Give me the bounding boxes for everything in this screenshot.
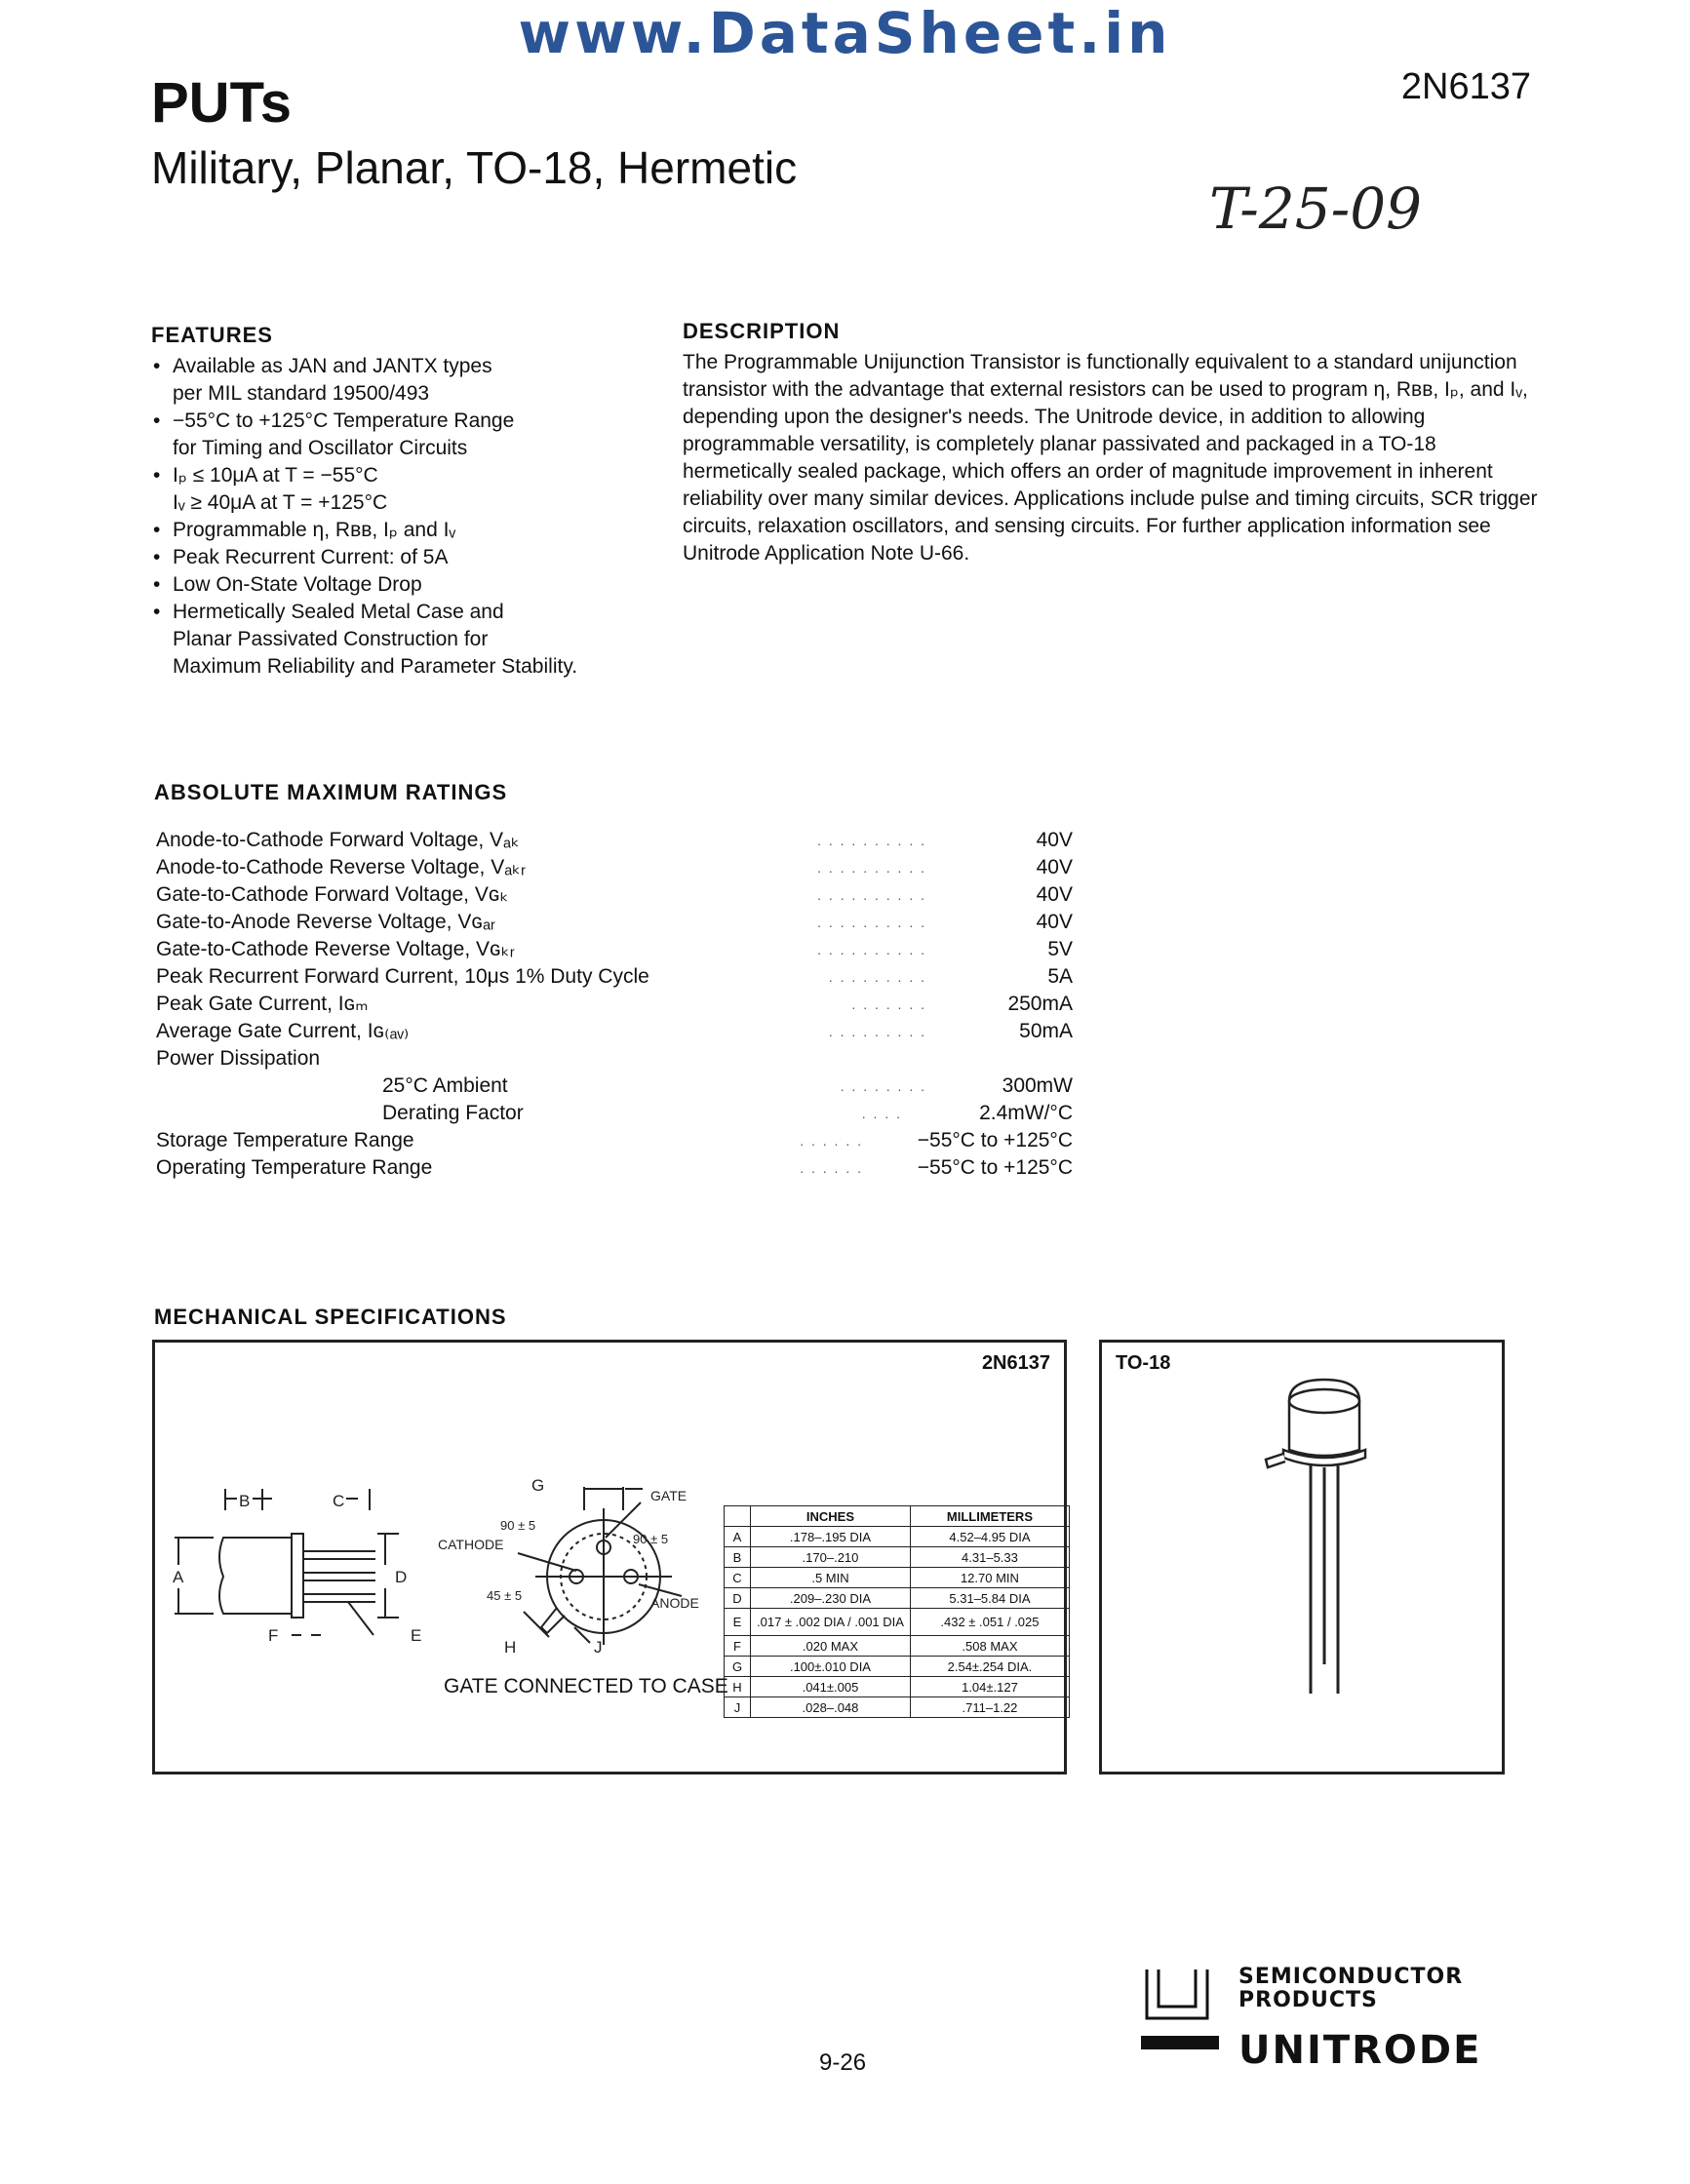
page-subtitle: Military, Planar, TO-18, Hermetic [151, 142, 798, 193]
table-header: MILLIMETERS [910, 1506, 1069, 1527]
ratings-table [156, 827, 1073, 1182]
rating-row: Gate-to-Cathode Forward Voltage, Vɢₖ . . . . . . . . . . 40V [156, 881, 1073, 909]
rating-label: Peak Recurrent Forward Current, 10μs 1% Duty Cycle [156, 965, 649, 988]
features-section [151, 322, 658, 681]
rating-row: Peak Gate Current, Iɢₘ . . . . . . . 250mA [156, 991, 1073, 1018]
gate-note: GATE CONNECTED TO CASE [444, 1675, 728, 1697]
table-cell: .178–.195 DIA [751, 1527, 911, 1547]
label-angle2: 90 ± 5 [633, 1532, 669, 1546]
table-row [725, 1609, 1070, 1636]
rating-value: 2.4mW/°C [979, 1102, 1073, 1124]
unitrode-logo-icon [1141, 1970, 1225, 2057]
watermark: www.DataSheet.in [518, 0, 1172, 66]
label-h: H [504, 1638, 517, 1657]
rating-row: Operating Temperature Range . . . . . . −55°C to +125°C [156, 1154, 1073, 1182]
page-number: 9-26 [819, 2049, 867, 2076]
label-gate: GATE [650, 1488, 688, 1503]
rating-label: Gate-to-Cathode Forward Voltage, Vɢₖ [156, 883, 509, 906]
drawing-part-label: 2N6137 [981, 1352, 1050, 1374]
table-cell: 1.04±.127 [910, 1677, 1069, 1697]
table-cell: .508 MAX [910, 1636, 1069, 1657]
feature-item: • Available as JAN and JANTX types per MIL standard 19500/493 [151, 353, 658, 408]
table-cell: G [725, 1657, 751, 1677]
table-cell: .028–.048 [751, 1697, 911, 1718]
rating-value: 5V [1047, 938, 1073, 960]
rating-value: 5A [1047, 965, 1073, 988]
table-row [725, 1697, 1070, 1718]
table-cell: D [725, 1588, 751, 1609]
table-cell: .5 MIN [751, 1568, 911, 1588]
table-cell: .432 ± .051 / .025 [910, 1609, 1069, 1636]
logo-line1: SEMICONDUCTOR [1238, 1965, 1464, 1989]
label-b: B [239, 1492, 251, 1510]
table-row [725, 1636, 1070, 1657]
rating-row: Anode-to-Cathode Forward Voltage, Vₐₖ . . . . . . . . . . 40V [156, 827, 1073, 854]
label-j: J [594, 1638, 603, 1657]
rating-row: Storage Temperature Range . . . . . . −55°C to +125°C [156, 1127, 1073, 1154]
table-cell: 2.54±.254 DIA. [910, 1657, 1069, 1677]
rating-label: Anode-to-Cathode Reverse Voltage, Vₐₖᵣ [156, 856, 527, 878]
table-row [725, 1547, 1070, 1568]
rating-row: Gate-to-Cathode Reverse Voltage, Vɢₖᵣ . . . . . . . . . . 5V [156, 936, 1073, 963]
description-section [683, 318, 1541, 567]
table-row [725, 1568, 1070, 1588]
rating-label: Power Dissipation [156, 1047, 321, 1070]
label-angle1: 90 ± 5 [500, 1518, 536, 1533]
table-cell: A [725, 1527, 751, 1547]
table-cell: 4.52–4.95 DIA [910, 1527, 1069, 1547]
rating-label: 25°C Ambient [382, 1074, 508, 1097]
rating-row: Peak Recurrent Forward Current, 10μs 1% Duty Cycle . . . . . . . . . 5A [156, 963, 1073, 991]
logo-line2: PRODUCTS [1238, 1988, 1378, 2012]
features-heading: FEATURES [151, 323, 273, 347]
rating-label: Gate-to-Cathode Reverse Voltage, Vɢₖᵣ [156, 938, 515, 960]
rating-label: Average Gate Current, Iɢ₍ₐᵥ₎ [156, 1020, 410, 1042]
rating-label: Operating Temperature Range [156, 1156, 433, 1179]
description-heading: DESCRIPTION [683, 319, 841, 343]
table-row [725, 1657, 1070, 1677]
table-cell: H [725, 1677, 751, 1697]
rating-value: −55°C to +125°C [917, 1156, 1073, 1179]
rating-label: Anode-to-Cathode Forward Voltage, Vₐₖ [156, 829, 520, 851]
ratings-heading: ABSOLUTE MAXIMUM RATINGS [154, 780, 508, 804]
package-box [1099, 1340, 1505, 1774]
table-row [725, 1527, 1070, 1547]
rating-row: Anode-to-Cathode Reverse Voltage, Vₐₖᵣ . . . . . . . . . . 40V [156, 854, 1073, 881]
feature-item: • Low On-State Voltage Drop [151, 571, 658, 599]
table-cell: 5.31–5.84 DIA [910, 1588, 1069, 1609]
page-title: PUTs [151, 71, 292, 135]
label-anode: ANODE [650, 1595, 699, 1611]
rating-label: Storage Temperature Range [156, 1129, 414, 1151]
table-cell: .041±.005 [751, 1677, 911, 1697]
table-cell: .020 MAX [751, 1636, 911, 1657]
mechanical-heading: MECHANICAL SPECIFICATIONS [154, 1305, 507, 1329]
label-g: G [531, 1476, 545, 1495]
to18-package-icon [1258, 1372, 1395, 1723]
part-number: 2N6137 [1400, 66, 1531, 107]
logo-text [1238, 1966, 1463, 2012]
feature-item: • Hermetically Sealed Metal Case and Planar Passivated Construction for Maximum Reliability and Parameter Stability. [151, 599, 658, 681]
label-c: C [333, 1492, 345, 1510]
description-text: The Programmable Unijunction Transistor is functionally equivalent to a standard unijunction transistor with the advantage that external resistors can be used to program η, Rʙʙ, Iₚ, and Iᵥ, depending upon the designer's needs. The Unitrode device, in addition to allowing programmable versatility, is completely planar passivated and packaged in a TO-18 hermetically sealed package, which offers an order of magnitude improvement in inherent reliability over many similar devices. Applications include pulse and timing circuits, SCR trigger circuits, relaxation oscillators, and sensing circuits. For further application information see Unitrode Application Note U-66. [683, 351, 1538, 565]
feature-item: • Peak Recurrent Current: of 5A [151, 544, 658, 571]
table-cell: 12.70 MIN [910, 1568, 1069, 1588]
feature-item: • −55°C to +125°C Temperature Range for Timing and Oscillator Circuits [151, 408, 658, 462]
rating-row: 25°C Ambient . . . . . . . . 300mW [156, 1072, 1073, 1100]
rating-label: Peak Gate Current, Iɢₘ [156, 993, 369, 1015]
features-list [151, 353, 658, 681]
table-cell: E [725, 1609, 751, 1636]
rating-label: Derating Factor [382, 1102, 524, 1124]
rating-value: 50mA [1019, 1020, 1073, 1042]
table-cell: J [725, 1697, 751, 1718]
label-angle3: 45 ± 5 [487, 1588, 523, 1603]
table-header [725, 1506, 751, 1527]
table-cell: .170–.210 [751, 1547, 911, 1568]
rating-value: 40V [1036, 911, 1073, 933]
table-cell: .017 ± .002 DIA / .001 DIA [751, 1609, 911, 1636]
handwritten-code: T-25-09 [1209, 176, 1423, 242]
table-cell: B [725, 1547, 751, 1568]
rating-value: 250mA [1007, 993, 1073, 1015]
label-a: A [173, 1568, 184, 1586]
table-row [725, 1677, 1070, 1697]
label-e: E [411, 1626, 422, 1645]
rating-row [156, 1045, 1073, 1072]
rating-value: −55°C to +125°C [917, 1129, 1073, 1151]
rating-value: 40V [1036, 829, 1073, 851]
rating-value: 40V [1036, 856, 1073, 878]
table-header: INCHES [751, 1506, 911, 1527]
dimensions-table [724, 1505, 1070, 1718]
table-cell: .100±.010 DIA [751, 1657, 911, 1677]
table-header-row [725, 1506, 1070, 1527]
rating-row: Gate-to-Anode Reverse Voltage, Vɢₐᵣ . . . . . . . . . . 40V [156, 909, 1073, 936]
label-d: D [395, 1568, 408, 1586]
rating-row: Derating Factor . . . . 2.4mW/°C [156, 1100, 1073, 1127]
feature-item: • Programmable η, Rʙʙ, Iₚ and Iᵥ [151, 517, 658, 544]
table-cell: .209–.230 DIA [751, 1588, 911, 1609]
package-label: TO-18 [1116, 1352, 1171, 1374]
table-cell: 4.31–5.33 [910, 1547, 1069, 1568]
table-row [725, 1588, 1070, 1609]
rating-label: Gate-to-Anode Reverse Voltage, Vɢₐᵣ [156, 911, 495, 933]
label-f: F [268, 1626, 279, 1645]
brand-name: UNITRODE [1238, 2028, 1482, 2073]
rating-value: 300mW [1002, 1074, 1073, 1097]
rating-row: Average Gate Current, Iɢ₍ₐᵥ₎ . . . . . . . . . 50mA [156, 1018, 1073, 1045]
label-cathode: CATHODE [438, 1537, 504, 1552]
table-cell: F [725, 1636, 751, 1657]
table-cell: C [725, 1568, 751, 1588]
rating-value: 40V [1036, 883, 1073, 906]
table-cell: .711–1.22 [910, 1697, 1069, 1718]
feature-item: • Iₚ ≤ 10μA at T = −55°C Iᵥ ≥ 40μA at T = +125°C [151, 462, 658, 517]
